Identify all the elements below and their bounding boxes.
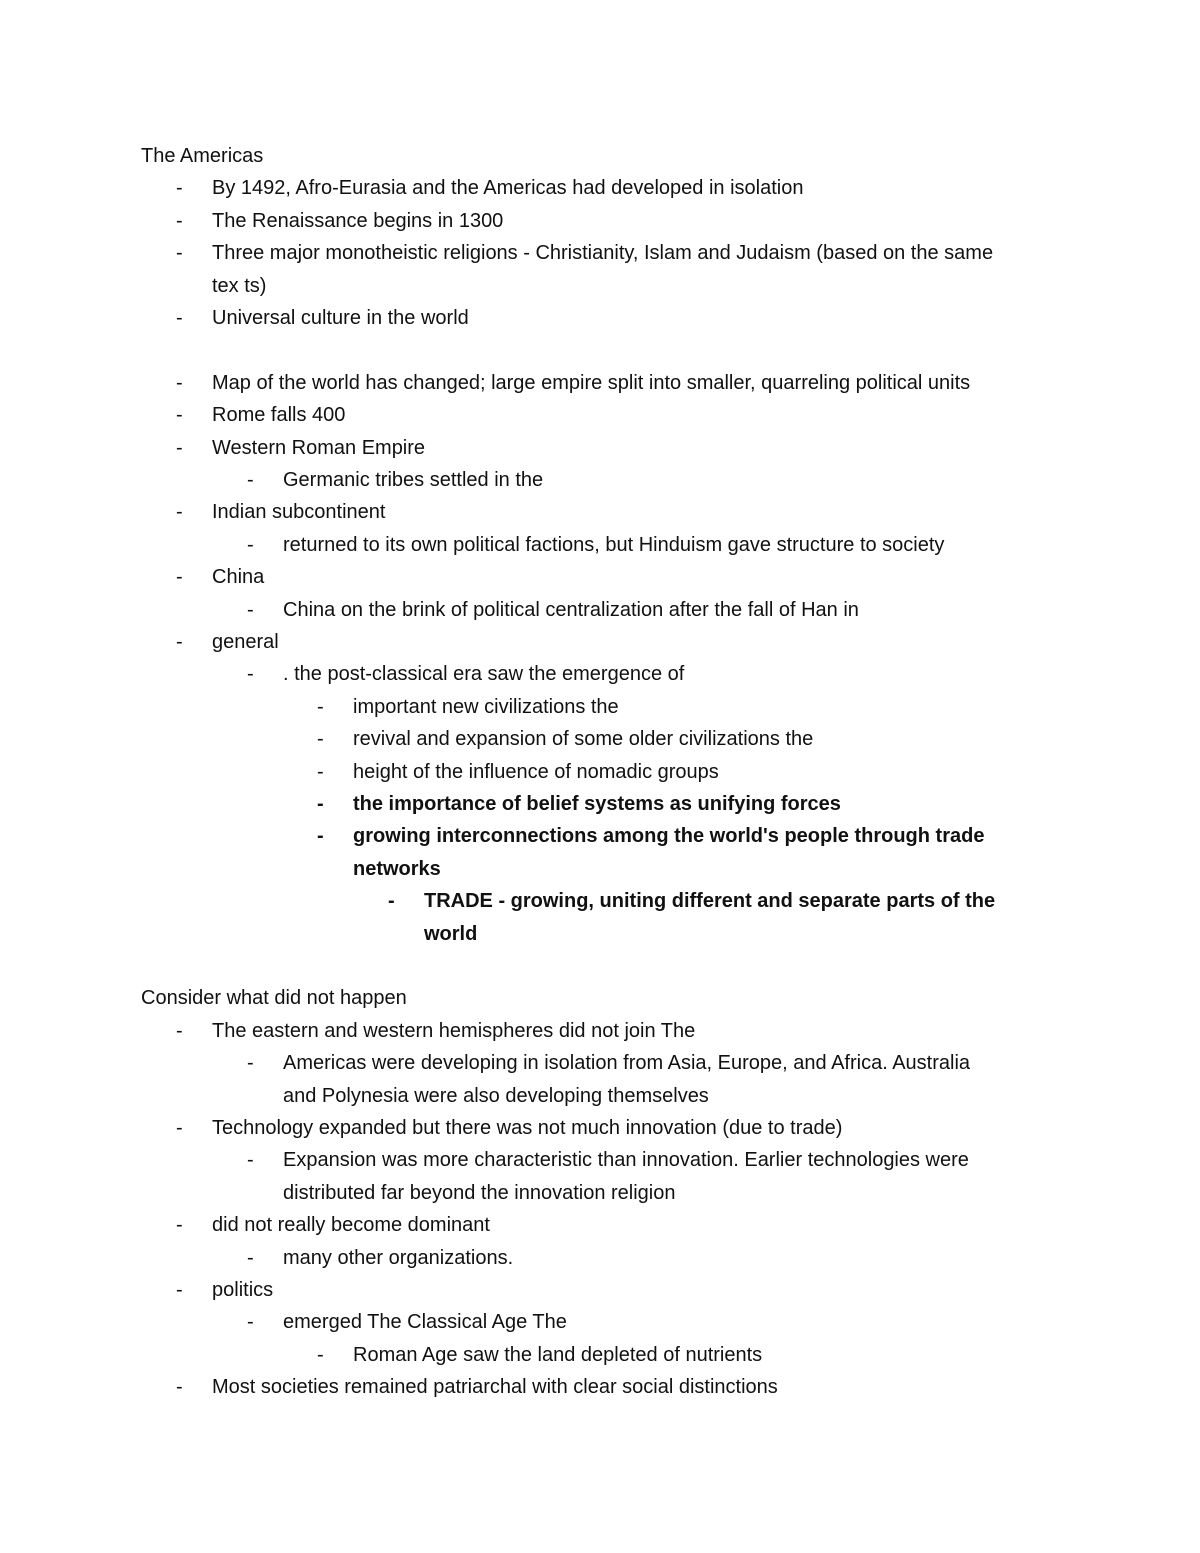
list-item-level-1: Western Roman Empire	[212, 436, 426, 459]
list-item-level-3: important new civilizations the	[353, 695, 619, 718]
bullet-dash: -	[176, 436, 183, 459]
bullet-dash: -	[176, 566, 183, 589]
bullet-dash: -	[317, 760, 324, 783]
bullet-dash: -	[176, 631, 183, 653]
list-item-continuation: world	[424, 922, 478, 945]
list-item-level-2: Expansion was more characteristic than innovation. Earlier technologies were	[283, 1149, 969, 1172]
list-item-level-2: Americas were developing in isolation from Asia, Europe, and Africa. Australia	[283, 1052, 971, 1075]
bullet-dash: -	[176, 177, 183, 200]
bullet-dash: -	[247, 598, 254, 621]
list-item-level-2: . the post-classical era saw the emergence of	[283, 663, 685, 686]
list-item-level-2: Germanic tribes settled in the	[283, 469, 544, 491]
list-item-level-1: Indian subcontinent	[212, 501, 386, 524]
list-item-level-1: general	[212, 631, 279, 653]
list-item-level-3: revival and expansion of some older civilizations the	[353, 728, 814, 751]
list-item-continuation: networks	[353, 857, 441, 880]
bullet-dash: -	[317, 1343, 324, 1366]
list-item-level-1: The eastern and western hemispheres did not join The	[212, 1019, 696, 1042]
section-heading: Consider what did not happen	[141, 987, 407, 1010]
bullet-dash: -	[176, 1376, 183, 1399]
bullet-dash: -	[317, 695, 324, 718]
list-item-level-3: growing interconnections among the world's people through trade	[353, 825, 985, 848]
bullet-dash: -	[247, 469, 254, 491]
list-item-level-3: height of the influence of nomadic groups	[353, 760, 719, 783]
bullet-dash: -	[176, 371, 183, 394]
list-item-level-1: Rome falls 400	[212, 404, 346, 427]
list-item-level-1: did not really become dominant	[212, 1214, 490, 1237]
bullet-dash: -	[176, 209, 183, 232]
list-item-level-1: The Renaissance begins in 1300	[212, 209, 504, 232]
bullet-dash: -	[317, 728, 324, 751]
list-item-level-3: the importance of belief systems as unifying forces	[353, 793, 841, 815]
list-item-level-4: TRADE - growing, uniting different and separate parts of the	[424, 890, 996, 913]
section-heading: The Americas	[141, 145, 264, 167]
list-item-level-1: Most societies remained patriarchal with clear social distinctions	[212, 1376, 778, 1399]
list-item-level-2: China on the brink of political centralization after the fall of Han in	[283, 598, 859, 621]
bullet-dash: -	[247, 1149, 254, 1172]
bullet-dash: -	[176, 1117, 183, 1139]
bullet-dash: -	[176, 1279, 183, 1301]
bullet-dash: -	[176, 404, 183, 427]
bullet-dash: -	[247, 1311, 254, 1334]
bullet-dash: -	[247, 663, 254, 686]
list-item-level-1: Universal culture in the world	[212, 307, 469, 329]
list-item-continuation: distributed far beyond the innovation religion	[283, 1181, 676, 1204]
bullet-dash: -	[317, 793, 324, 815]
list-item-level-1: Map of the world has changed; large empire split into smaller, quarreling political units	[212, 371, 971, 394]
bullet-dash: -	[176, 501, 183, 524]
bullet-dash: -	[388, 890, 395, 913]
bullet-dash: -	[176, 1019, 183, 1042]
list-item-continuation: tex ts)	[212, 274, 267, 297]
list-item-level-2: returned to its own political factions, but Hinduism gave structure to society	[283, 533, 945, 556]
list-item-level-1: politics	[212, 1279, 274, 1301]
list-item-level-3: Roman Age saw the land depleted of nutrients	[353, 1343, 763, 1366]
bullet-dash: -	[176, 242, 183, 265]
list-item-level-1: China	[212, 566, 265, 589]
bullet-dash: -	[247, 1052, 254, 1075]
list-item-level-2: many other organizations.	[283, 1246, 514, 1269]
bullet-dash: -	[176, 1214, 183, 1237]
list-item-level-1: Three major monotheistic religions - Christianity, Islam and Judaism (based on the same	[212, 242, 994, 265]
list-item-level-1: By 1492, Afro-Eurasia and the Americas had developed in isolation	[212, 177, 804, 200]
list-item-continuation: and Polynesia were also developing themselves	[283, 1084, 709, 1107]
bullet-dash: -	[247, 1246, 254, 1269]
list-item-level-2: emerged The Classical Age The	[283, 1311, 567, 1334]
bullet-dash: -	[176, 307, 183, 329]
list-item-level-1: Technology expanded but there was not much innovation (due to trade)	[212, 1117, 843, 1139]
bullet-dash: -	[247, 533, 254, 556]
bullet-dash: -	[317, 825, 324, 848]
